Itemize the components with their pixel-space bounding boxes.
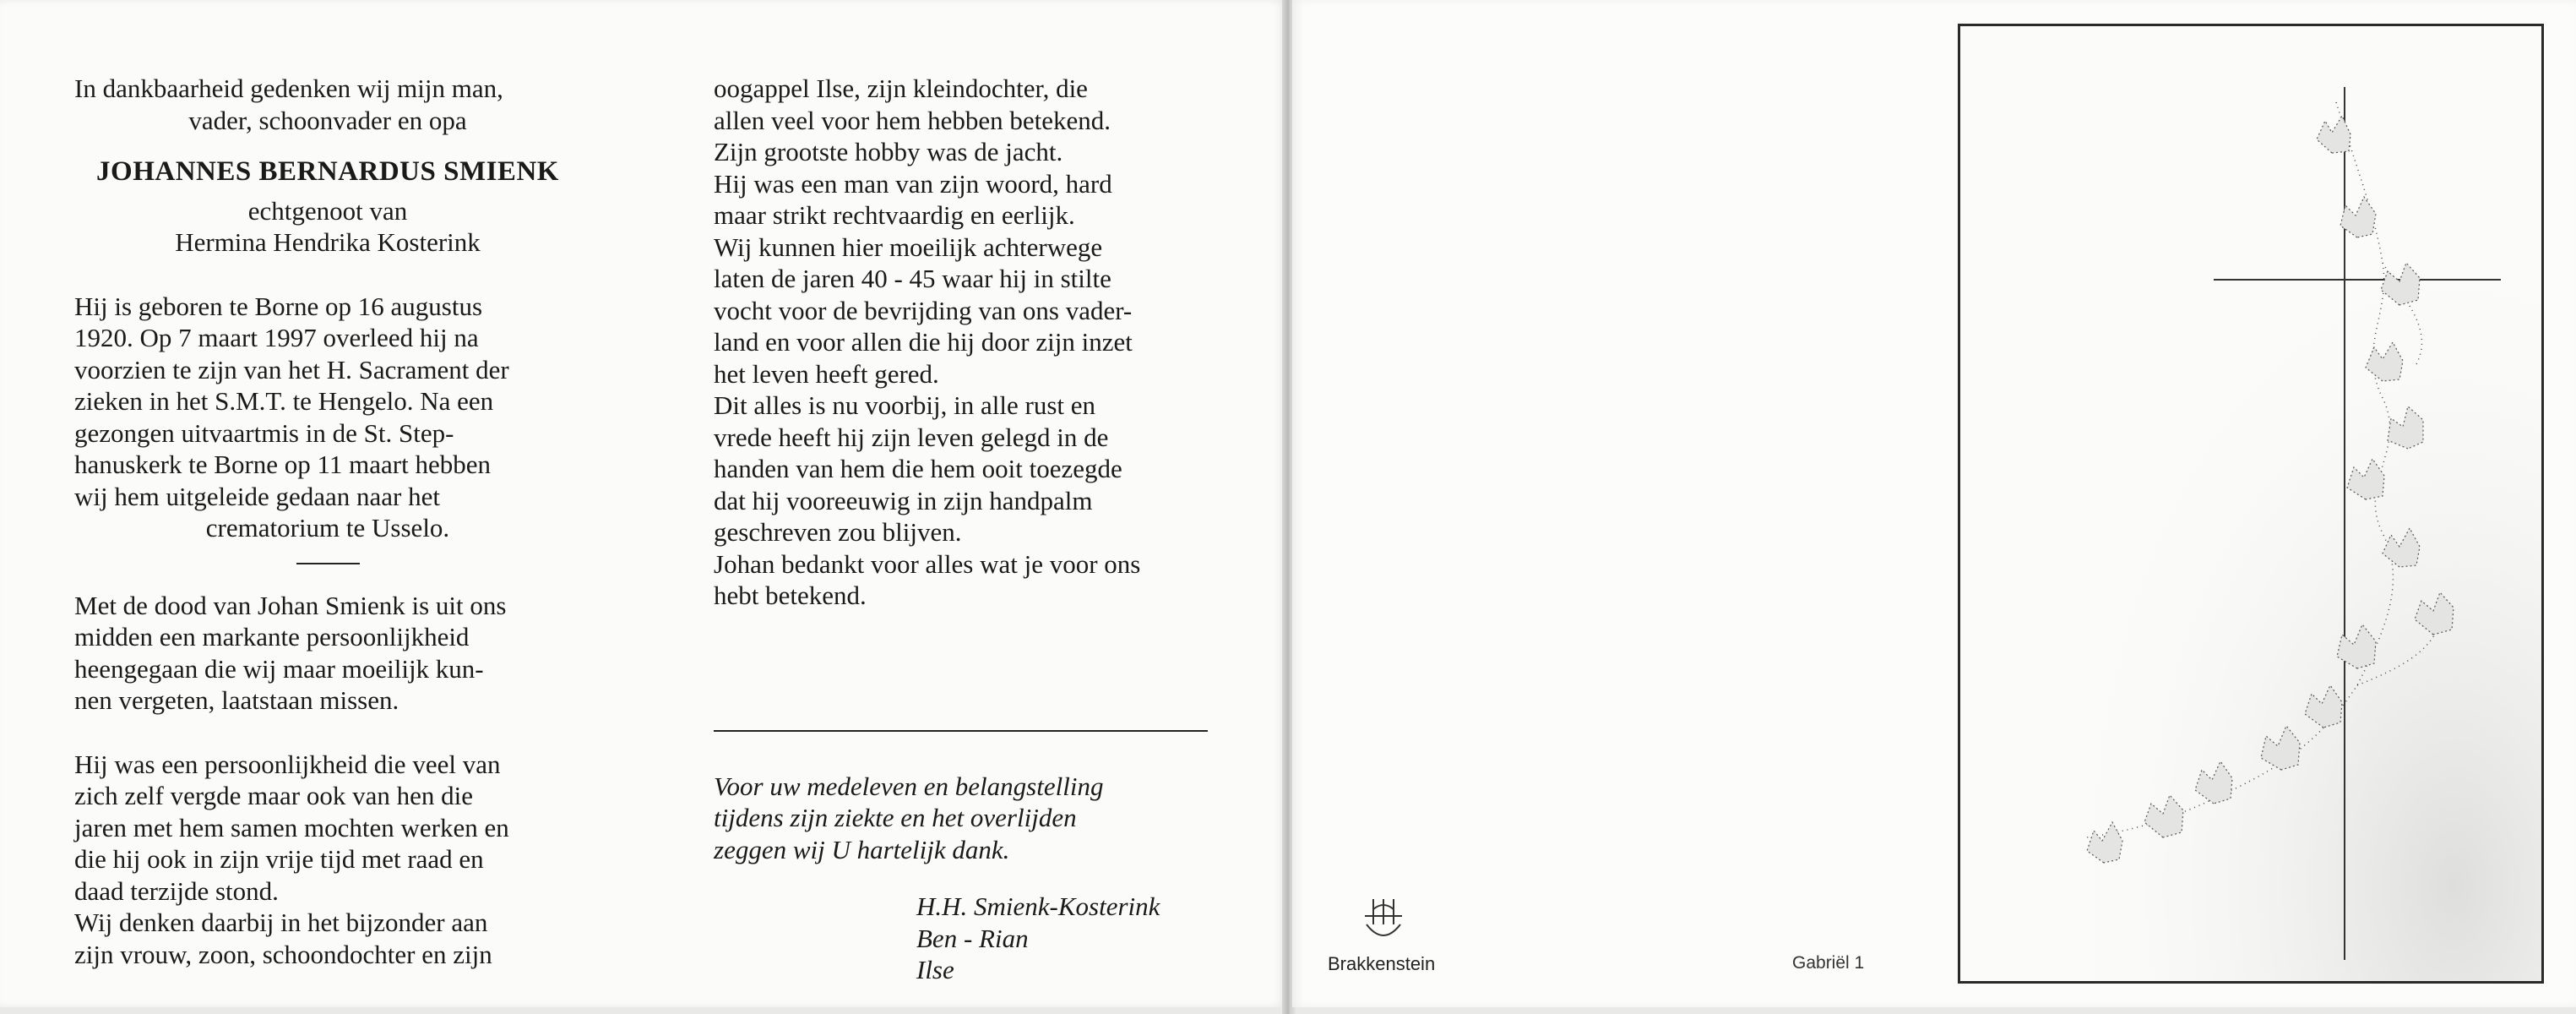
thanks-line: tijdens zijn ziekte en het overlijden: [714, 803, 1077, 832]
paragraph-line: zijn vrouw, zoon, schoondochter en zijn: [74, 939, 492, 969]
paragraph-line: Johan bedankt voor alles wat je voor ons: [714, 548, 1141, 579]
text-column-left: [74, 73, 581, 970]
paragraph-line: handen van hem die hem ooit toezegde: [714, 454, 1122, 483]
cross-with-ivy-icon: [1960, 26, 2541, 981]
paragraph-line: die hij ook in zijn vrije tijd met raad en: [74, 844, 484, 874]
brand-name: Brakkenstein: [1328, 953, 1436, 974]
paragraph-line: allen veel voor hem hebben betekend.: [714, 105, 1111, 135]
paragraph-line: vocht voor de bevrijding van ons vader-: [714, 295, 1133, 325]
paragraph-line: heengegaan die wij maar moeilijk kun-: [74, 653, 484, 684]
paragraph-line: nen vergeten, laatstaan missen.: [74, 685, 399, 715]
signature-line: Ben - Rian: [916, 923, 1029, 953]
brakkenstein-logo-icon: [1358, 894, 1409, 945]
paragraph-line: geschreven zou blijven.: [714, 517, 962, 547]
paragraph-line: Zijn grootste hobby was de jacht.: [714, 137, 1063, 166]
paragraph-line: Hij was een persoonlijkheid die veel van: [74, 749, 501, 779]
divider-short: [296, 563, 360, 564]
paragraph-line: land en voor allen die hij door zijn inzet: [714, 327, 1133, 357]
paragraph-line: zich zelf vergde maar ook van hen die: [74, 781, 473, 810]
paragraph-line: midden een markante persoonlijkheid: [74, 622, 470, 651]
spouse-line: echtgenoot van: [247, 195, 408, 226]
text-column-right: [714, 73, 1220, 986]
paragraph-line: Wij kunnen hier moeilijk achterwege: [714, 232, 1103, 262]
paragraph-line: jaren met hem samen mochten werken en: [74, 812, 509, 842]
paragraph-line: oogappel Ilse, zijn kleindochter, die: [714, 74, 1088, 103]
signature-line: H.H. Smienk-Kosterink: [916, 891, 1160, 921]
thanks-line: Voor uw medeleven en belangstelling: [714, 771, 1104, 801]
spouse-line: Hermina Hendrika Kosterink: [175, 227, 481, 257]
paragraph-line: Hij was een man van zijn woord, hard: [714, 168, 1112, 199]
paragraph-line: het leven heeft gered.: [714, 358, 939, 389]
bio-line: zieken in het S.M.T. te Hengelo. Na een: [74, 386, 494, 416]
paragraph-line: dat hij vooreeuwig in zijn handpalm: [714, 485, 1093, 515]
illustration-frame: [1958, 24, 2544, 984]
paragraph-line: vrede heeft hij zijn leven gelegd in de: [714, 422, 1109, 452]
bio-line: crematorium te Usselo.: [205, 513, 450, 542]
paragraph-line: hebt betekend.: [714, 581, 867, 610]
thanks-line: zeggen wij U hartelijk dank.: [714, 834, 1010, 864]
bio-line: hanuskerk te Borne op 11 maart hebben: [74, 450, 491, 479]
paragraph-line: Met de dood van Johan Smienk is uit ons: [74, 590, 507, 620]
intro-line: In dankbaarheid gedenken wij mijn man,: [74, 74, 503, 103]
bio-line: voorzien te zijn van het H. Sacrament der: [74, 354, 509, 384]
paragraph-line: daad terzijde stond.: [74, 875, 279, 906]
paragraph-line: maar strikt rechtvaardig en eerlijk.: [714, 200, 1075, 230]
deceased-name: JOHANNES BERNARDUS SMIENK: [96, 156, 559, 187]
paragraph-line: laten de jaren 40 - 45 waar hij in stilte: [714, 264, 1111, 293]
bio-line: 1920. Op 7 maart 1997 overleed hij na: [74, 323, 479, 352]
paragraph-line: Wij denken daarbij in het bijzonder aan: [74, 908, 488, 937]
bio-line: gezongen uitvaartmis in de St. Step-: [74, 417, 454, 448]
left-card-page: [0, 0, 1285, 1007]
bio-line: Hij is geboren te Borne op 16 augustus: [74, 291, 483, 321]
paragraph-line: Dit alles is nu voorbij, in alle rust en: [714, 390, 1096, 420]
bio-line: wij hem uitgeleide gedaan naar het: [74, 481, 440, 511]
card-model-name: Gabriël 1: [1792, 953, 1865, 973]
signature-line: Ilse: [916, 955, 954, 984]
intro-line: vader, schoonvader en opa: [188, 105, 467, 135]
